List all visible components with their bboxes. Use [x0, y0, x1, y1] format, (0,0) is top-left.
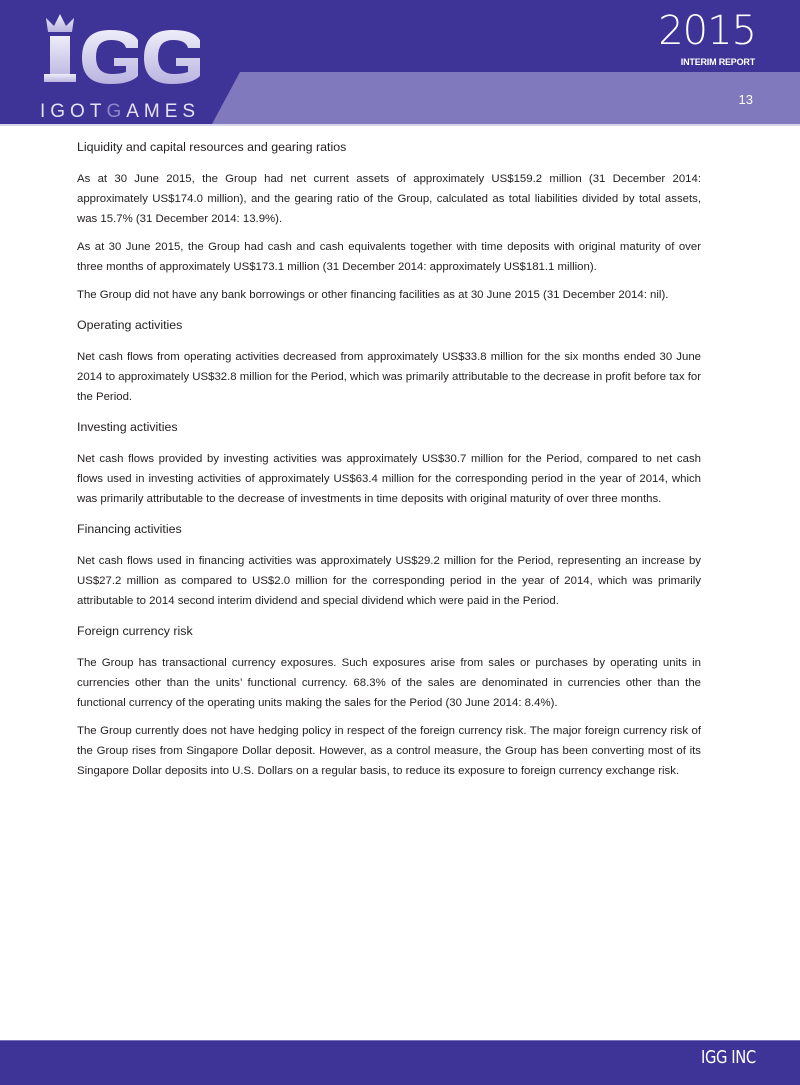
- report-year: 2015: [658, 8, 756, 54]
- section-operating-activities: [77, 317, 701, 407]
- page-header: [0, 0, 800, 124]
- paragraph: As at 30 June 2015, the Group had net current assets of approximately US$159.2 million (31 December 2014: approximately US$174.0 million), and the gearing ratio of the Group, calculated as total liabilities divided by total assets, was 15.7% (31 December 2014: 13.9%).: [77, 173, 701, 225]
- paragraph: Net cash flows from operating activities decreased from approximately US$33.8 million for the six months ended 30 June 2014 to approximately US$32.8 million for the Period, which was primarily attributable to the decrease in profit before tax for the Period.: [77, 351, 701, 403]
- paragraph: The Group currently does not have hedging policy in respect of the foreign currency risk. The major foreign currency risk of the Group rises from Singapore Dollar deposit. However, as a control measure, the Group has been converting most of its Singapore Dollar deposits into U.S. Dollars on a regular basis, to reduce its exposure to foreign currency exchange risk.: [77, 725, 701, 777]
- footer-brand: IGG INC: [701, 1047, 756, 1068]
- page-footer: [0, 1040, 800, 1085]
- section-heading: Financing activities: [77, 522, 182, 536]
- paragraph: Net cash flows used in financing activities was approximately US$29.2 million for the Period, representing an increase by US$27.2 million as compared to US$2.0 million for the corresponding period in the year of 2014, which was primarily attributable to 2014 second interim dividend and special dividend which were paid in the Period.: [77, 555, 701, 607]
- crown-icon: [38, 12, 218, 102]
- igg-logo: [38, 12, 218, 122]
- paragraph: The Group did not have any bank borrowings or other financing facilities as at 30 June 2015 (31 December 2014: nil).: [77, 289, 669, 301]
- logo-tagline: IGOTGAMES: [40, 101, 201, 122]
- section-heading: Operating activities: [77, 318, 183, 332]
- paragraph: Net cash flows provided by investing activities was approximately US$30.7 million for the Period, compared to net cash flows used in investing activities of approximately US$63.4 million for the corresponding period in the year of 2014, which was primarily attributable to the decrease of investments in time deposits with original maturity of over three months.: [77, 453, 701, 505]
- section-investing-activities: [77, 419, 701, 509]
- section-liquidity: [77, 139, 701, 305]
- section-heading: Investing activities: [77, 420, 178, 434]
- document-body: [77, 139, 701, 793]
- report-type-label: INTERIM REPORT: [680, 57, 755, 67]
- section-foreign-currency-risk: [77, 623, 701, 781]
- page-number: 13: [738, 92, 753, 107]
- section-heading: Foreign currency risk: [77, 624, 193, 638]
- section-financing-activities: [77, 521, 701, 611]
- section-heading: Liquidity and capital resources and gearing ratios: [77, 140, 347, 154]
- paragraph: As at 30 June 2015, the Group had cash and cash equivalents together with time deposits with original maturity of over three months of approximately US$173.1 million (31 December 2014: approximately US$181.1 million).: [77, 241, 701, 273]
- header-divider: [0, 124, 800, 126]
- paragraph: The Group has transactional currency exposures. Such exposures arise from sales or purchases by operating units in currencies other than the units’ functional currency. 68.3% of the sales are denominated in currencies other than the functional currency of the operating units making the sales for the Period (30 June 2014: 8.4%).: [77, 657, 701, 709]
